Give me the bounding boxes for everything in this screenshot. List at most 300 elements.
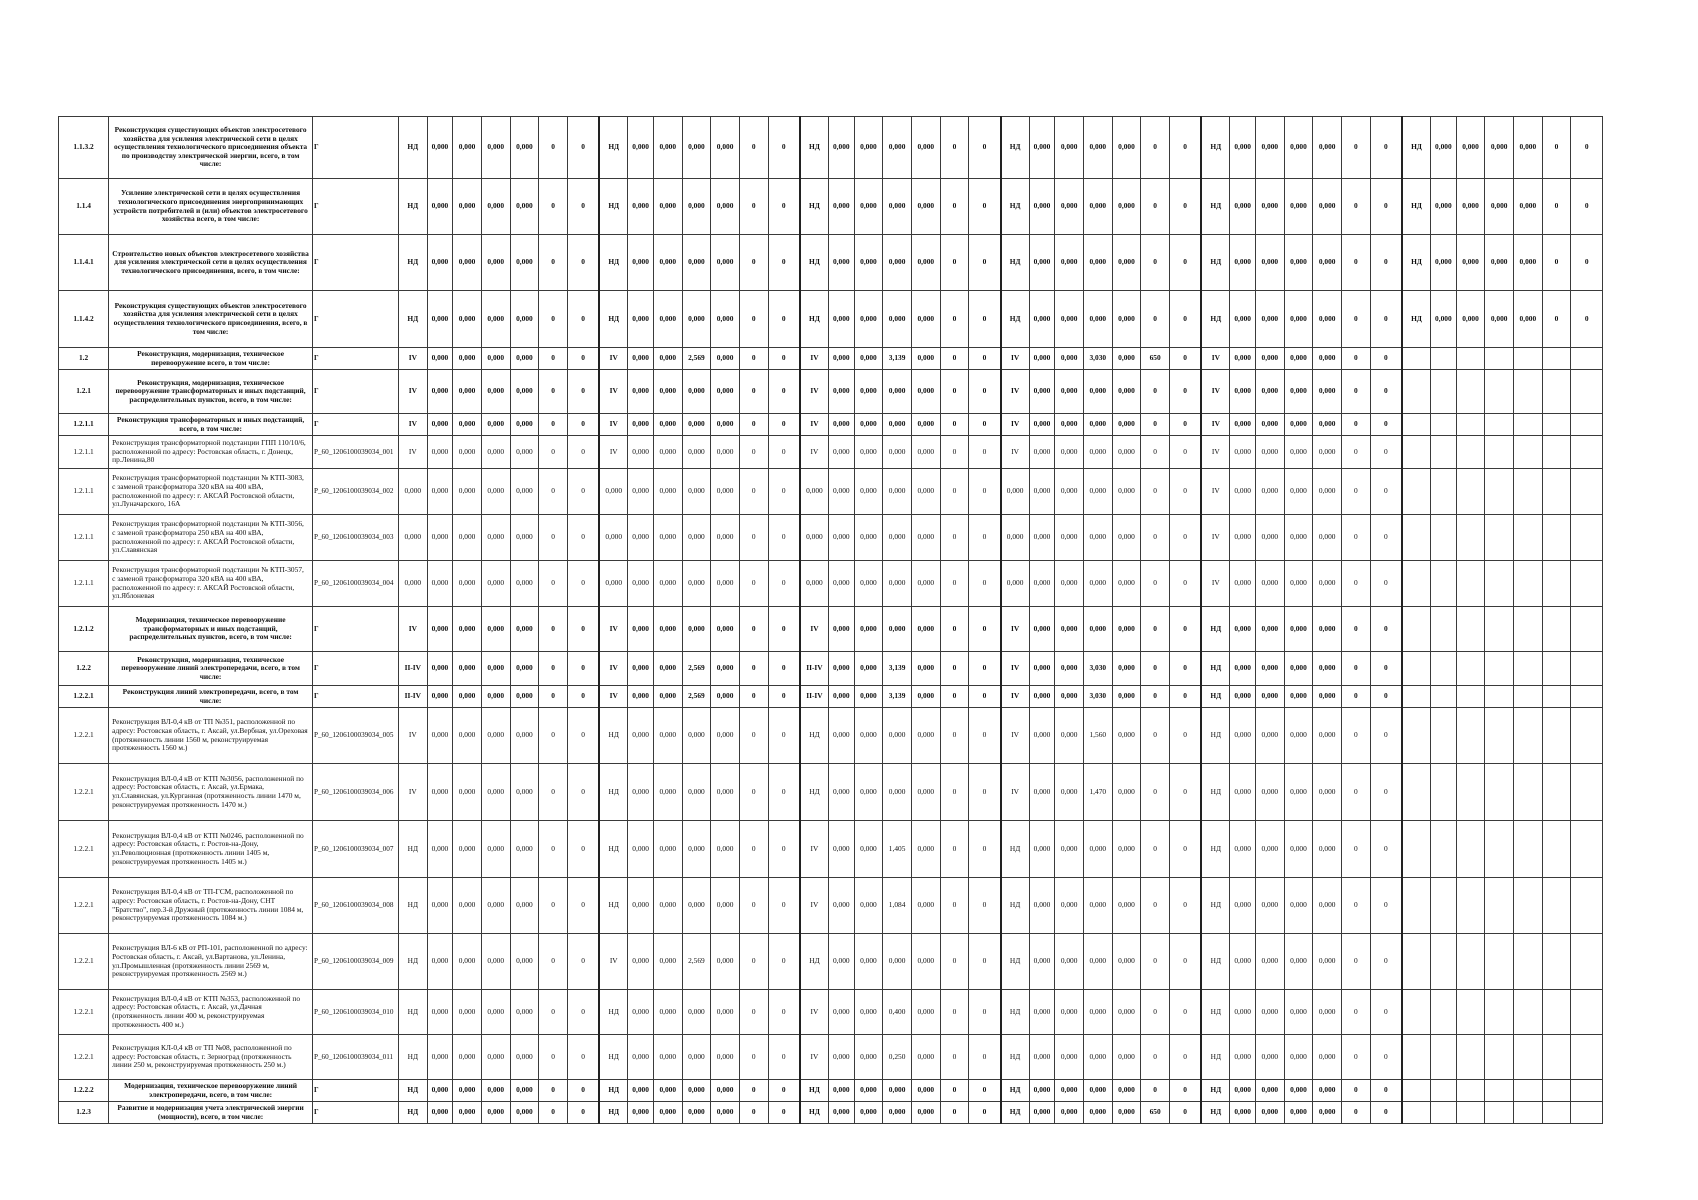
value-cell: 0,000 — [481, 414, 510, 436]
value-cell: 0,000 — [653, 764, 682, 821]
value-cell — [1514, 515, 1543, 561]
value-cell: 0,000 — [829, 1035, 855, 1080]
value-cell: 0 — [567, 1080, 599, 1102]
value-cell — [1542, 348, 1571, 370]
value-cell: НД — [599, 1035, 628, 1080]
value-cell: 0,000 — [911, 821, 940, 878]
value-cell: 0 — [940, 1035, 969, 1080]
row-id-cell: P_60_1206100039034_002 — [312, 469, 398, 515]
value-cell: 0 — [940, 990, 969, 1035]
value-cell: 0,000 — [682, 436, 711, 469]
value-cell: 0 — [1370, 561, 1402, 607]
value-cell: 0 — [1571, 117, 1603, 179]
value-cell: 0,000 — [653, 934, 682, 990]
value-cell: 0 — [1169, 607, 1201, 652]
value-cell: 0 — [567, 1102, 599, 1124]
value-cell — [1571, 1035, 1603, 1080]
value-cell: 0,000 — [682, 1080, 711, 1102]
value-cell: 0,000 — [628, 821, 654, 878]
value-cell — [1456, 764, 1485, 821]
value-cell: 3,030 — [1083, 348, 1112, 370]
value-cell: 0 — [940, 414, 969, 436]
value-cell — [1485, 515, 1514, 561]
value-cell: 0,000 — [1083, 436, 1112, 469]
value-cell: 0 — [739, 934, 768, 990]
value-cell: IV — [398, 607, 427, 652]
value-cell: НД — [1001, 1035, 1030, 1080]
value-cell: 0 — [539, 348, 568, 370]
value-cell: 0 — [1542, 291, 1571, 348]
value-cell: 0 — [567, 469, 599, 515]
value-cell: 1,405 — [883, 821, 912, 878]
row-name-cell: Модернизация, техническое перевооружение линий электропередачи, всего, в том числе: — [109, 1080, 313, 1102]
value-cell: НД — [599, 291, 628, 348]
value-cell: 0 — [539, 652, 568, 686]
value-cell: 3,139 — [883, 652, 912, 686]
value-cell: 0,000 — [1112, 561, 1141, 607]
row-code-cell: 1.1.3.2 — [59, 117, 109, 179]
value-cell: 0,000 — [1029, 607, 1055, 652]
value-cell: 0 — [739, 652, 768, 686]
row-id-cell: Г — [312, 291, 398, 348]
value-cell: НД — [398, 179, 427, 235]
row-id-cell: P_60_1206100039034_004 — [312, 561, 398, 607]
value-cell: 0,000 — [1230, 934, 1256, 990]
value-cell — [1571, 515, 1603, 561]
value-cell: 0 — [969, 708, 1001, 764]
value-cell: 0 — [539, 515, 568, 561]
value-cell: 0,000 — [1112, 370, 1141, 414]
value-cell: 0,000 — [1029, 235, 1055, 291]
value-cell: 0,000 — [653, 414, 682, 436]
value-cell — [1402, 990, 1431, 1035]
value-cell: 0,000 — [453, 515, 482, 561]
value-cell: 0,000 — [628, 291, 654, 348]
value-cell: 0,000 — [1230, 686, 1256, 708]
value-cell: 0 — [969, 652, 1001, 686]
row-code-cell: 1.2.3 — [59, 1102, 109, 1124]
value-cell: 0,000 — [1255, 117, 1284, 179]
value-cell: 0 — [969, 878, 1001, 934]
value-cell: 0 — [768, 1080, 800, 1102]
value-cell: 0,000 — [427, 370, 453, 414]
value-cell: 0,000 — [1456, 179, 1485, 235]
value-cell: 0,000 — [1029, 764, 1055, 821]
value-cell: 0,000 — [1313, 469, 1342, 515]
value-cell: 0,000 — [1284, 708, 1313, 764]
value-cell — [1485, 764, 1514, 821]
value-cell: 0,000 — [1083, 235, 1112, 291]
value-cell — [1571, 652, 1603, 686]
value-cell: 0,000 — [711, 878, 740, 934]
value-cell: 0,000 — [1112, 436, 1141, 469]
value-cell: 0,000 — [1029, 1035, 1055, 1080]
value-cell: IV — [599, 370, 628, 414]
value-cell — [1542, 686, 1571, 708]
value-cell: 0,000 — [510, 934, 539, 990]
value-cell: 0,000 — [1055, 179, 1084, 235]
value-cell — [1456, 561, 1485, 607]
value-cell: 0,000 — [653, 708, 682, 764]
value-cell: 0,000 — [829, 370, 855, 414]
value-cell: НД — [1201, 652, 1230, 686]
value-cell: 0,000 — [911, 348, 940, 370]
value-cell: IV — [800, 348, 829, 370]
value-cell: 0,000 — [883, 291, 912, 348]
value-cell: 0 — [969, 1102, 1001, 1124]
value-cell: 0,000 — [510, 370, 539, 414]
value-cell: 0,000 — [911, 1102, 940, 1124]
value-cell: 0 — [567, 179, 599, 235]
value-cell: 0,000 — [481, 348, 510, 370]
value-cell: 0,000 — [829, 1080, 855, 1102]
value-cell: 0 — [567, 708, 599, 764]
value-cell: 0 — [1169, 179, 1201, 235]
value-cell: 0,000 — [653, 291, 682, 348]
value-cell: 0,000 — [883, 607, 912, 652]
value-cell: 0,000 — [1313, 878, 1342, 934]
value-cell: 0,000 — [1284, 821, 1313, 878]
value-cell: 0 — [940, 1102, 969, 1124]
value-cell: 0,000 — [1431, 117, 1457, 179]
value-cell: 0,000 — [854, 348, 883, 370]
value-cell: 0,000 — [1284, 414, 1313, 436]
value-cell — [1571, 821, 1603, 878]
value-cell: 0,000 — [481, 878, 510, 934]
value-cell: IV — [800, 436, 829, 469]
row-code-cell: 1.2.2.1 — [59, 878, 109, 934]
value-cell: 0,000 — [854, 607, 883, 652]
value-cell: 0,000 — [711, 436, 740, 469]
value-cell: 0,000 — [1083, 469, 1112, 515]
row-code-cell: 1.2.2.1 — [59, 934, 109, 990]
value-cell — [1431, 708, 1457, 764]
value-cell: НД — [398, 1035, 427, 1080]
value-cell: НД — [1001, 235, 1030, 291]
value-cell: 0,000 — [1029, 561, 1055, 607]
value-cell: 0 — [739, 348, 768, 370]
value-cell: НД — [599, 764, 628, 821]
value-cell: 0,000 — [628, 515, 654, 561]
value-cell: 0,000 — [510, 436, 539, 469]
value-cell: 0,000 — [1083, 821, 1112, 878]
value-cell: 0,000 — [911, 469, 940, 515]
value-cell: 0,000 — [1313, 515, 1342, 561]
value-cell: 0 — [1370, 1080, 1402, 1102]
value-cell: 0,000 — [1313, 414, 1342, 436]
value-cell: 0 — [969, 561, 1001, 607]
value-cell: 0,000 — [883, 370, 912, 414]
value-cell: 0,000 — [453, 934, 482, 990]
value-cell: 0 — [567, 414, 599, 436]
row-id-cell: P_60_1206100039034_010 — [312, 990, 398, 1035]
value-cell: НД — [800, 764, 829, 821]
value-cell: 0,000 — [1029, 1102, 1055, 1124]
value-cell: 0,000 — [1083, 179, 1112, 235]
value-cell: 0,000 — [1313, 686, 1342, 708]
value-cell: 0,000 — [883, 1080, 912, 1102]
value-cell: 1,470 — [1083, 764, 1112, 821]
value-cell: 0 — [768, 515, 800, 561]
value-cell: 0,000 — [510, 990, 539, 1035]
value-cell: 0 — [539, 686, 568, 708]
value-cell: НД — [1201, 821, 1230, 878]
value-cell: 0,000 — [628, 878, 654, 934]
table-row — [59, 878, 1632, 934]
value-cell: 0 — [969, 348, 1001, 370]
value-cell: 0,000 — [1313, 1080, 1342, 1102]
value-cell: 0,000 — [1255, 561, 1284, 607]
value-cell: 0 — [539, 235, 568, 291]
value-cell: 0,000 — [1029, 878, 1055, 934]
value-cell: 0 — [1370, 708, 1402, 764]
value-cell: 0,000 — [1055, 821, 1084, 878]
value-cell: 0 — [1141, 1080, 1170, 1102]
value-cell: 0,000 — [1431, 179, 1457, 235]
value-cell: 0 — [1141, 821, 1170, 878]
value-cell: 0,000 — [711, 764, 740, 821]
value-cell: НД — [800, 1080, 829, 1102]
value-cell: 0 — [567, 990, 599, 1035]
value-cell: IV — [398, 348, 427, 370]
value-cell: 0 — [940, 469, 969, 515]
value-cell: НД — [398, 291, 427, 348]
row-name-cell: Реконструкция существующих объектов электросетевого хозяйства для усиления электрической сети в целях осуществления технологического присоединения объекта по производству электрической энергии, всего, в том числе: — [109, 117, 313, 179]
value-cell — [1431, 561, 1457, 607]
value-cell: 0,000 — [1055, 117, 1084, 179]
value-cell: 0,000 — [653, 652, 682, 686]
value-cell: НД — [800, 291, 829, 348]
value-cell: 0,000 — [911, 1080, 940, 1102]
value-cell: НД — [1001, 179, 1030, 235]
table-row — [59, 179, 1632, 235]
value-cell: 0,000 — [1029, 469, 1055, 515]
value-cell: 0,000 — [1255, 370, 1284, 414]
value-cell: 0 — [768, 348, 800, 370]
value-cell: 0,000 — [1230, 764, 1256, 821]
value-cell: 0,000 — [1112, 1035, 1141, 1080]
value-cell — [1542, 515, 1571, 561]
value-cell: 0,000 — [883, 708, 912, 764]
value-cell: НД — [1001, 291, 1030, 348]
value-cell: 0,000 — [1029, 414, 1055, 436]
value-cell: 0,000 — [1514, 291, 1543, 348]
value-cell: 0,000 — [911, 990, 940, 1035]
value-cell: НД — [599, 990, 628, 1035]
value-cell: 0,400 — [883, 990, 912, 1035]
value-cell: 3,030 — [1083, 686, 1112, 708]
row-code-cell: 1.2.2.1 — [59, 708, 109, 764]
value-cell: IV — [800, 878, 829, 934]
value-cell: 0 — [567, 291, 599, 348]
value-cell: 0,000 — [1255, 436, 1284, 469]
row-name-cell: Реконструкция ВЛ-0,4 кВ от КТП №3056, расположенной по адресу: Ростовская область, г. Аксай, ул.Ермака, ул.Славянская, ул.Курганная (протяженность линии 1470 м, реконструируемая протяженность 1470 м.) — [109, 764, 313, 821]
value-cell — [1485, 414, 1514, 436]
value-cell: 0,000 — [1112, 414, 1141, 436]
value-cell: 0 — [969, 1035, 1001, 1080]
value-cell: 0 — [1342, 436, 1371, 469]
value-cell: 0,000 — [854, 708, 883, 764]
value-cell: НД — [599, 1080, 628, 1102]
value-cell: 0,000 — [1083, 515, 1112, 561]
value-cell — [1514, 686, 1543, 708]
value-cell — [1431, 821, 1457, 878]
value-cell: 0,000 — [911, 179, 940, 235]
table-row — [59, 469, 1632, 515]
value-cell: 0,000 — [1255, 1035, 1284, 1080]
value-cell: 0,000 — [1514, 117, 1543, 179]
value-cell: 0 — [1342, 1035, 1371, 1080]
value-cell — [1402, 515, 1431, 561]
value-cell: 2,569 — [682, 652, 711, 686]
value-cell: 0 — [1141, 686, 1170, 708]
value-cell — [1571, 686, 1603, 708]
value-cell — [1571, 1102, 1603, 1124]
value-cell: 0,000 — [628, 1035, 654, 1080]
row-name-cell: Реконструкция ВЛ-6 кВ от РП-101, расположенной по адресу: Ростовская область, г. Аксай, ул.Вартанова, ул.Ленина, ул.Промышленная (протяженность линии 2569 м, реконструируемая протяженность 2569 м.) — [109, 934, 313, 990]
value-cell: 0,000 — [510, 179, 539, 235]
value-cell: 0,000 — [1313, 117, 1342, 179]
value-cell: 0 — [1542, 117, 1571, 179]
value-cell: 0,000 — [883, 561, 912, 607]
value-cell: 0,000 — [1456, 117, 1485, 179]
value-cell: 0,000 — [653, 370, 682, 414]
value-cell: 0,000 — [628, 469, 654, 515]
value-cell: 0 — [940, 515, 969, 561]
value-cell: 0 — [940, 652, 969, 686]
value-cell: 0,000 — [711, 117, 740, 179]
value-cell: 0 — [1169, 515, 1201, 561]
value-cell: 0,000 — [427, 1035, 453, 1080]
value-cell: 0,000 — [481, 291, 510, 348]
value-cell: 1,560 — [1083, 708, 1112, 764]
value-cell: 0,000 — [481, 821, 510, 878]
value-cell: 0 — [1169, 469, 1201, 515]
value-cell: 0 — [1542, 179, 1571, 235]
value-cell: 0,000 — [911, 561, 940, 607]
value-cell — [1456, 348, 1485, 370]
value-cell — [1456, 686, 1485, 708]
row-id-cell: P_60_1206100039034_001 — [312, 436, 398, 469]
value-cell: 0 — [768, 607, 800, 652]
value-cell: 0 — [1342, 348, 1371, 370]
value-cell: 0,000 — [653, 436, 682, 469]
value-cell: 0,000 — [1230, 708, 1256, 764]
value-cell: 0,000 — [427, 414, 453, 436]
value-cell: 0,000 — [1284, 291, 1313, 348]
table-row — [59, 764, 1632, 821]
value-cell: 0 — [739, 469, 768, 515]
value-cell: 3,139 — [883, 686, 912, 708]
value-cell: 0 — [1342, 1080, 1371, 1102]
value-cell: 0,000 — [1313, 1102, 1342, 1124]
value-cell — [1431, 1080, 1457, 1102]
value-cell — [1514, 561, 1543, 607]
value-cell — [1514, 878, 1543, 934]
row-name-cell: Реконструкция трансформаторной подстанции № КТП-3083, с заменой трансформатора 320 кВА на 400 кВА, расположенной по адресу: г. АКСАЙ Ростовской области, ул.Луначарского, 16А — [109, 469, 313, 515]
value-cell — [1514, 469, 1543, 515]
table-row — [59, 414, 1632, 436]
value-cell: 0 — [1141, 291, 1170, 348]
value-cell: 0,000 — [628, 414, 654, 436]
row-name-cell: Реконструкция ВЛ-0,4 кВ от ТП-ГСМ, расположенной по адресу: Ростовская область, г. Ростов-на-Дону, СНТ "Братство", пер.3-й Дружный (протяженность линии 1084 м, реконструируемая протяженность 1084 м.) — [109, 878, 313, 934]
value-cell: 0,000 — [1083, 561, 1112, 607]
value-cell: 0,000 — [682, 708, 711, 764]
value-cell: 0,000 — [711, 291, 740, 348]
value-cell: 0,000 — [1255, 607, 1284, 652]
row-id-cell: Г — [312, 348, 398, 370]
value-cell: 0,000 — [711, 821, 740, 878]
value-cell: 0,000 — [427, 990, 453, 1035]
value-cell: 0,000 — [510, 708, 539, 764]
row-code-cell: 1.2.1.1 — [59, 515, 109, 561]
value-cell — [1485, 934, 1514, 990]
value-cell: 0,000 — [829, 561, 855, 607]
value-cell: 0,000 — [1055, 686, 1084, 708]
value-cell — [1431, 436, 1457, 469]
value-cell: 0,000 — [628, 348, 654, 370]
value-cell: 0,000 — [1230, 469, 1256, 515]
value-cell: НД — [1201, 291, 1230, 348]
value-cell: IV — [1201, 515, 1230, 561]
value-cell: 0,000 — [1001, 515, 1030, 561]
value-cell — [1571, 607, 1603, 652]
row-code-cell: 1.2.1.2 — [59, 607, 109, 652]
value-cell: 0,000 — [510, 515, 539, 561]
value-cell: 0,000 — [883, 117, 912, 179]
value-cell: 0 — [1342, 370, 1371, 414]
value-cell: 0,000 — [854, 1035, 883, 1080]
value-cell: 0,000 — [1514, 179, 1543, 235]
value-cell: НД — [1001, 990, 1030, 1035]
value-cell: 0,000 — [711, 235, 740, 291]
value-cell: 0 — [539, 370, 568, 414]
value-cell: 0,000 — [1284, 235, 1313, 291]
value-cell — [1431, 607, 1457, 652]
value-cell: 0 — [739, 414, 768, 436]
value-cell: 0,000 — [829, 652, 855, 686]
value-cell: 0 — [1342, 117, 1371, 179]
value-cell: 0,000 — [1112, 708, 1141, 764]
value-cell: IV — [599, 652, 628, 686]
value-cell: 0,000 — [427, 821, 453, 878]
value-cell: 0 — [1342, 934, 1371, 990]
value-cell — [1542, 561, 1571, 607]
value-cell: 0 — [1370, 607, 1402, 652]
value-cell: 0,000 — [1112, 1080, 1141, 1102]
value-cell: 0,000 — [711, 179, 740, 235]
value-cell — [1402, 469, 1431, 515]
row-id-cell: Г — [312, 414, 398, 436]
value-cell: 0,000 — [1313, 990, 1342, 1035]
value-cell: 0 — [940, 436, 969, 469]
value-cell — [1456, 652, 1485, 686]
row-name-cell: Усиление электрической сети в целях осуществления технологического присоединения энергопринимающих устройств потребителей и (или) объектов электросетевого хозяйства всего, в том числе: — [109, 179, 313, 235]
value-cell: 0,000 — [682, 561, 711, 607]
value-cell — [1542, 764, 1571, 821]
value-cell — [1571, 764, 1603, 821]
value-cell: IV — [398, 436, 427, 469]
value-cell — [1542, 934, 1571, 990]
value-cell: 0 — [1370, 652, 1402, 686]
value-cell: 0,000 — [653, 878, 682, 934]
value-cell: НД — [1201, 1080, 1230, 1102]
value-cell: 0 — [1141, 561, 1170, 607]
value-cell: IV — [398, 370, 427, 414]
value-cell: IV — [1001, 708, 1030, 764]
value-cell: 0,000 — [883, 436, 912, 469]
value-cell: 0,000 — [398, 469, 427, 515]
